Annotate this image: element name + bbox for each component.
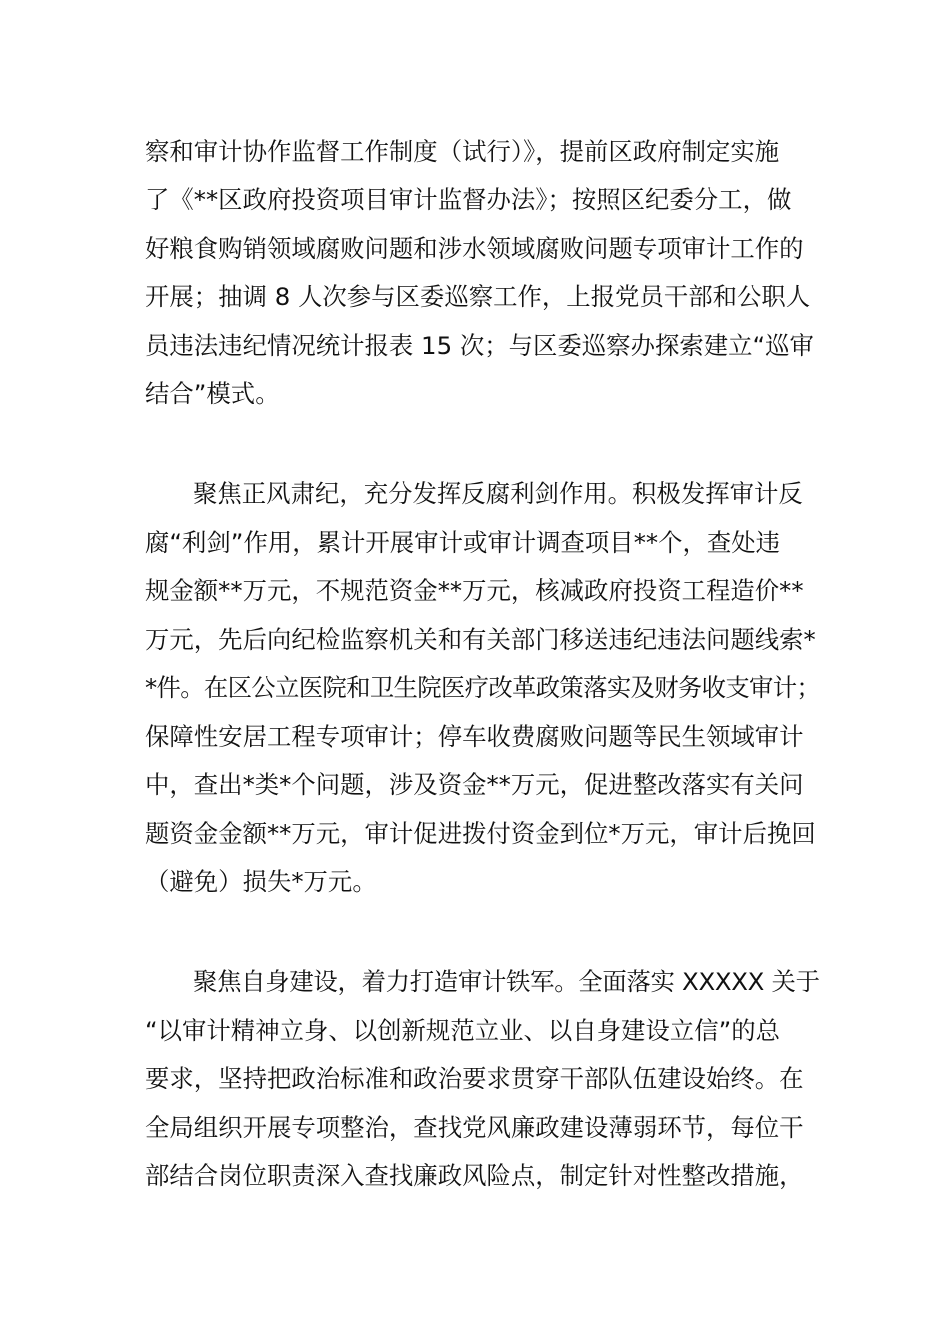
paragraph-3-line-3: 要求，坚持把政治标准和政治要求贯穿干部队伍建设始终。在 (145, 1064, 804, 1093)
paragraph-1-line-3: 好粮食购销领域腐败问题和涉水领域腐败问题专项审计工作的 (145, 234, 804, 263)
paragraph-2-line-1: 聚焦正风肃纪，充分发挥反腐利剑作用。积极发挥审计反 (193, 479, 803, 508)
paragraph-3-line-2: “以审计精神立身、以创新规范立业、以自身建设立信”的总 (145, 1016, 781, 1045)
paragraph-3-line-1: 聚焦自身建设，着力打造审计铁军。全面落实 XXXXX 关于 (193, 967, 820, 996)
paragraph-1-line-2: 了《**区政府投资项目审计监督办法》；按照区纪委分工，做 (145, 185, 792, 214)
paragraph-3-line-5: 部结合岗位职责深入查找廉政风险点，制定针对性整改措施， (145, 1161, 804, 1190)
paragraph-1-line-5: 员违法违纪情况统计报表 15 次；与区委巡察办探索建立“巡审 (145, 331, 814, 360)
paragraph-2-line-5: *件。在区公立医院和卫生院医疗改革政策落实及财务收支审计； (145, 673, 821, 702)
paragraph-3-line-4: 全局组织开展专项整治，查找党风廉政建设薄弱环节，每位干 (145, 1113, 804, 1142)
paragraph-1-line-1: 察和审计协作监督工作制度（试行）》，提前区政府制定实施 (145, 137, 780, 166)
paragraph-1-line-4: 开展；抽调 8 人次参与区委巡察工作，上报党员干部和公职人 (145, 282, 811, 311)
paragraph-2-line-9: （避免）损失*万元。 (145, 867, 377, 896)
paragraph-2-line-4: 万元，先后向纪检监察机关和有关部门移送违纪违法问题线索* (145, 625, 816, 654)
paragraph-2-line-7: 中，查出*类*个问题，涉及资金**万元，促进整改落实有关问 (145, 770, 804, 799)
paragraph-2-line-6: 保障性安居工程专项审计；停车收费腐败问题等民生领域审计 (145, 722, 804, 751)
paragraph-2-line-8: 题资金金额**万元，审计促进拨付资金到位*万元，审计后挽回 (145, 819, 816, 848)
paragraph-2-line-3: 规金额**万元，不规范资金**万元，核减政府投资工程造价** (145, 576, 804, 605)
paragraph-1-line-6: 结合”模式。 (145, 379, 280, 408)
paragraph-2-line-2: 腐“利剑”作用，累计开展审计或审计调查项目**个，查处违 (145, 528, 781, 557)
